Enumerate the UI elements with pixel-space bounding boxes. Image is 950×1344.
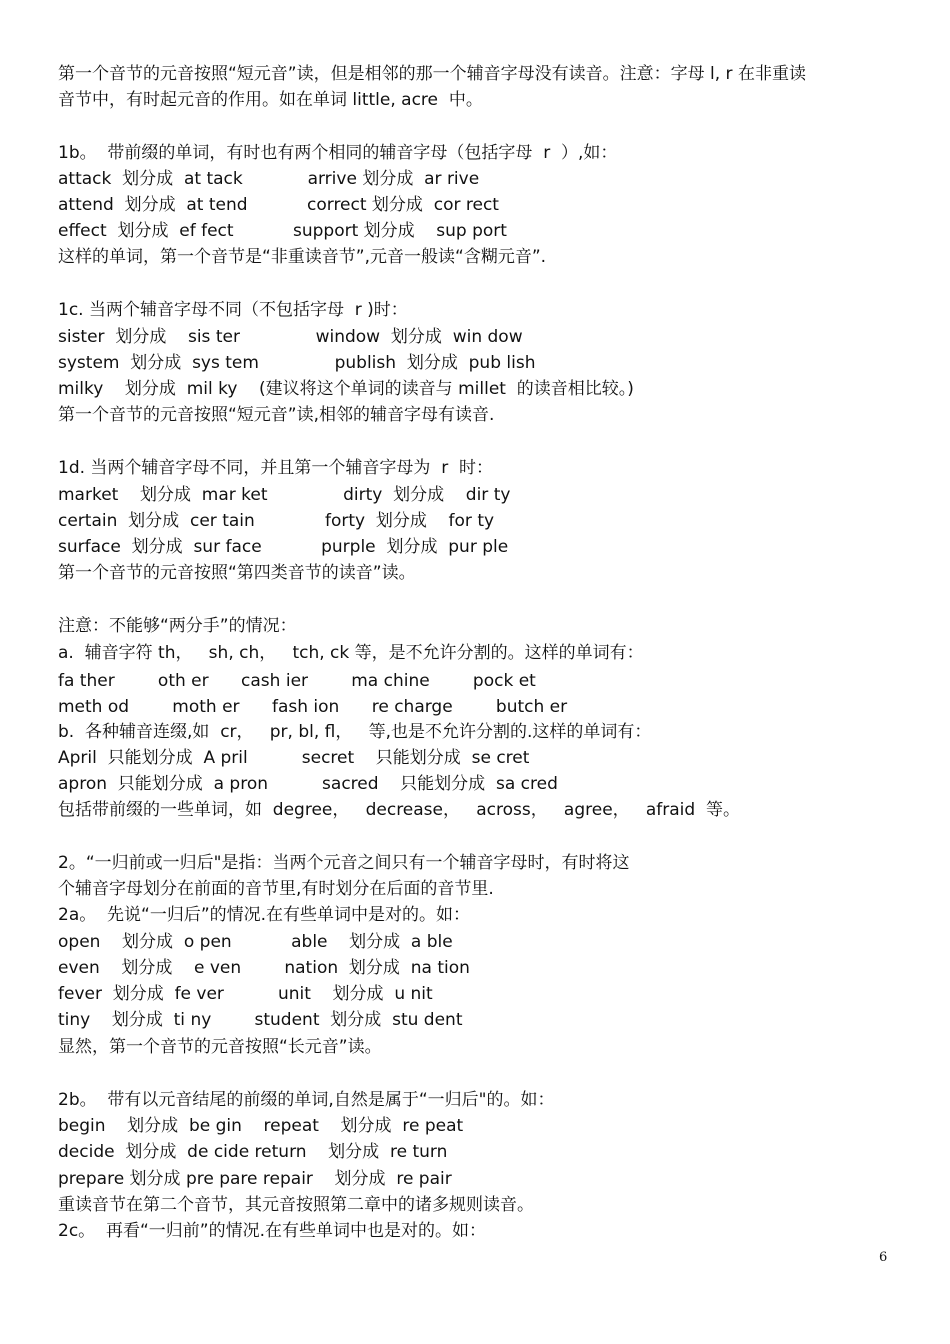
- text-line: effect 划分成 ef fect support 划分成 sup port: [58, 221, 507, 241]
- page-number: 6: [879, 1250, 888, 1265]
- text-line: 1d. 当两个辅音字母不同，并且第一个辅音字母为 r 时：: [58, 458, 494, 478]
- text-line: decide 划分成 de cide return 划分成 re turn: [58, 1142, 448, 1162]
- text-line: tiny 划分成 ti ny student 划分成 stu dent: [58, 1010, 463, 1030]
- text-line: surface 划分成 sur face purple 划分成 pur ple: [58, 537, 509, 557]
- text-line: a. 辅音字符 th， sh, ch， tch, ck 等，是不允许分割的。这样的单词有：: [58, 643, 644, 663]
- text-line: 2。“一归前或一归后"是指：当两个元音之间只有一个辅音字母时，有时将这: [58, 853, 630, 873]
- text-line: milky 划分成 mil ky (建议将这个单词的读音与 millet 的读音相比较。): [58, 379, 634, 399]
- text-line: 包括带前缀的一些单词，如 degree， decrease， across， agree， afraid 等。: [58, 800, 740, 820]
- text-line: even 划分成 e ven nation 划分成 na tion: [58, 958, 470, 978]
- text-line: 个辅音字母划分在前面的音节里,有时划分在后面的音节里.: [58, 879, 494, 899]
- text-line: attack 划分成 at tack arrive 划分成 ar rive: [58, 169, 480, 189]
- text-line: fa ther oth er cash ier ma chine pock et: [58, 671, 536, 691]
- text-line: 1c. 当两个辅音字母不同（不包括字母 r )时：: [58, 300, 408, 320]
- text-line: 注意：不能够“两分手”的情况：: [58, 616, 297, 636]
- text-line: 第一个音节的元音按照“短元音”读,相邻的辅音字母有读音.: [58, 405, 495, 425]
- text-line: 第一个音节的元音按照“第四类音节的读音”读。: [58, 563, 416, 583]
- text-line: April 只能划分成 A pril secret 只能划分成 se cret: [58, 748, 530, 768]
- text-line: 2b。 带有以元音结尾的前缀的单词,自然是属于“一归后"的。如：: [58, 1090, 555, 1110]
- text-line: meth od moth er fash ion re charge butch er: [58, 697, 568, 717]
- text-line: 2c。 再看“一归前”的情况.在有些单词中也是对的。如：: [58, 1221, 486, 1241]
- text-line: prepare 划分成 pre pare repair 划分成 re pair: [58, 1169, 452, 1189]
- text-line: 第一个音节的元音按照“短元音”读，但是相邻的那一个辅音字母没有读音。注意：字母 l, r 在非重读: [58, 64, 806, 84]
- text-line: 这样的单词，第一个音节是“非重读音节”,元音一般读“含糊元音”.: [58, 247, 547, 267]
- text-line: 显然，第一个音节的元音按照“长元音”读。: [58, 1037, 382, 1057]
- text-line: apron 只能划分成 a pron sacred 只能划分成 sa cred: [58, 774, 558, 794]
- text-line: certain 划分成 cer tain forty 划分成 for ty: [58, 511, 495, 531]
- text-line: fever 划分成 fe ver unit 划分成 u nit: [58, 984, 433, 1004]
- text-line: begin 划分成 be gin repeat 划分成 re peat: [58, 1116, 464, 1136]
- text-line: 1b。 带前缀的单词，有时也有两个相同的辅音字母（包括字母 r ）,如：: [58, 143, 618, 163]
- text-line: 重读音节在第二个音节，其元音按照第二章中的诸多规则读音。: [58, 1195, 534, 1215]
- text-line: system 划分成 sys tem publish 划分成 pub lish: [58, 353, 536, 373]
- text-line: 2a。 先说“一归后”的情况.在有些单词中是对的。如：: [58, 905, 471, 925]
- text-line: sister 划分成 sis ter window 划分成 win dow: [58, 327, 523, 347]
- text-line: b. 各种辅音连缀,如 cr， pr, bl, fl， 等,也是不允许分割的.这样的单词有：: [58, 722, 652, 742]
- text-line: open 划分成 o pen able 划分成 a ble: [58, 932, 453, 952]
- text-line: market 划分成 mar ket dirty 划分成 dir ty: [58, 485, 511, 505]
- text-line: 音节中，有时起元音的作用。如在单词 little, acre 中。: [58, 90, 483, 110]
- text-line: attend 划分成 at tend correct 划分成 cor rect: [58, 195, 499, 215]
